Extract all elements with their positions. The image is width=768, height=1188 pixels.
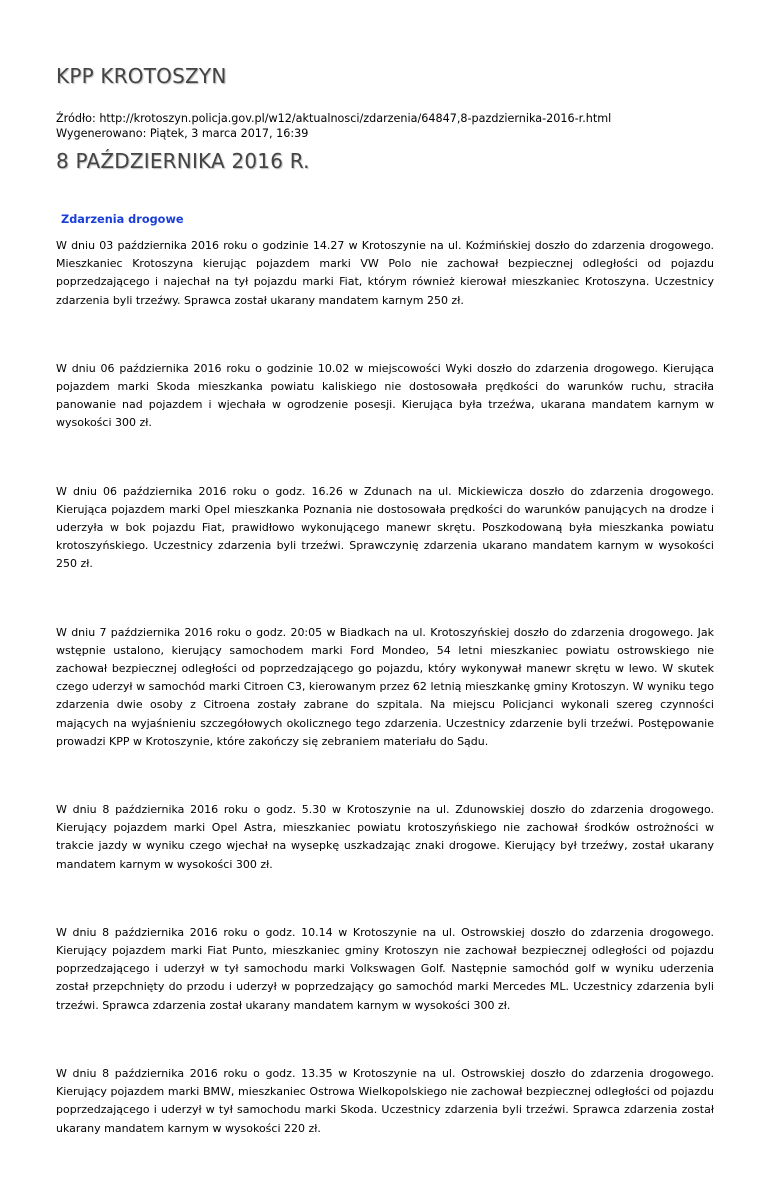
incident-paragraph: W dniu 8 października 2016 roku o godz. 10.14 w Krotoszynie na ul. Ostrowskiej doszło do zdarzenia drogowego. Kierujący pojazdem marki Fiat Punto, mieszkaniec gminy Krotoszyn nie zachował bezpiecznej odległości od pojazdu poprzedzającego i uderzył w tył samochodu marki Volkswagen Golf. Następnie samochód golf w wyniku uderzenia został przepchnięty do przodu i uderzył w poprzedzający go samochód marki Mercedes ML. Uczestnicy zdarzenia byli trzeźwi. Sprawca zdarzenia został ukarany mandatem karnym w wysokości 300 zł. [56,925,714,1012]
source-line: Źródło: http://krotoszyn.policja.gov.pl/w12/aktualnosci/zdarzenia/64847,8-pazdziernika-2016-r.html [56,112,612,125]
incident-paragraph: W dniu 8 października 2016 roku o godz. 5.30 w Krotoszynie na ul. Zdunowskiej doszło do zdarzenia drogowego. Kierujący pojazdem marki Opel Astra, mieszkaniec powiatu krotoszyńskiego nie zachował środków ostrożności w trakcie jazdy w wyniku czego wjechał na wysepkę uszkadzając znaki drogowe. Kierujący był trzeźwy, został ukarany mandatem karnym w wysokości 300 zł. [56,803,714,871]
incident-paragraph: W dniu 7 października 2016 roku o godz. 20:05 w Biadkach na ul. Krotoszyńskiej doszło do zdarzenia drogowego. Jak wstępnie ustalono, kierujący samochodem marki Ford Mondeo, 54 letni mieszkaniec powiatu ostrowskiego nie zachował bezpiecznej odległości od poprzedzającego go pojazdu, który wykonywał manewr skrętu w lewo. W skutek czego uderzył w samochód marki Citroen C3, kierowanym przez 62 letnią mieszkankę gminy Krotoszyn. W wyniku tego zdarzenia dwie osoby z Citroena zostały zabrane do szpitala. Na miejscu Policjanci wykonali szereg czynności mających na wyjaśnieniu szczegółowych okolicznego tego zdarzenia. Uczestnicy zdarzenie byli trzeźwi. Postępowanie prowadzi KPP w Krotoszynie, które zakończy się zebraniem materiału do Sądu. [56,625,714,748]
incident-paragraph: W dniu 8 października 2016 roku o godz. 13.35 w Krotoszynie na ul. Ostrowskiej doszło do zdarzenia drogowego. Kierujący pojazdem marki BMW, mieszkaniec Ostrowa Wielkopolskiego nie zachował bezpiecznej odległości od pojazdu poprzedzającego i uderzył w tył samochodu marki Skoda. Uczestnicy zdarzenia byli trzeźwi. Sprawca zdarzenia został ukarany mandatem karnym w wysokości 220 zł. [56,1066,714,1135]
incident-paragraph: W dniu 03 października 2016 roku o godzinie 14.27 w Krotoszynie na ul. Koźmińskiej doszło do zdarzenia drogowego. Mieszkaniec Krotoszyna kierując pojazdem marki VW Polo nie zachował bezpiecznej odległości od pojazdu poprzedzającego i najechał na tył pojazdu marki Fiat, którym również kierował mieszkaniec Krotoszyna. Uczestnicy zdarzenia byli trzeźwy. Sprawca został ukarany mandatem karnym 250 zł. [56,239,714,307]
article-title: 8 PAŹDZIERNIKA 2016 R. [56,149,310,173]
incident-paragraph: W dniu 06 października 2016 roku o godz. 16.26 w Zdunach na ul. Mickiewicza doszło do zdarzenia drogowego. Kierująca pojazdem marki Opel mieszkanka Poznania nie dostosowała prędkości do warunków panujących na drodze i uderzyła w bok pojazdu Fiat, prawidłowo wykonującego manewr skrętu. Poszkodowaną była mieszkanka powiatu krotoszyńskiego. Uczestnicy zdarzenia byli trzeźwi. Sprawczynię zdarzenia ukarano mandatem karnym w wysokości 250 zł. [56,484,714,571]
document-meta [56,111,611,141]
category-label: Zdarzenia drogowe [61,213,184,226]
incident-paragraph: W dniu 06 października 2016 roku o godzinie 10.02 w miejscowości Wyki doszło do zdarzenia drogowego. Kierująca pojazdem marki Skoda mieszkanka powiatu kaliskiego nie dostosowała prędkości do warunków ruchu, straciła panowanie nad pojazdem i wjechała w ogrodzenie posesji. Kierująca była trzeźwa, ukarana mandatem karnym w wysokości 300 zł. [56,361,714,430]
incident-list [56,237,714,1188]
generated-line: Wygenerowano: Piątek, 3 marca 2017, 16:39 [56,127,309,140]
site-title: KPP KROTOSZYN [56,64,227,88]
